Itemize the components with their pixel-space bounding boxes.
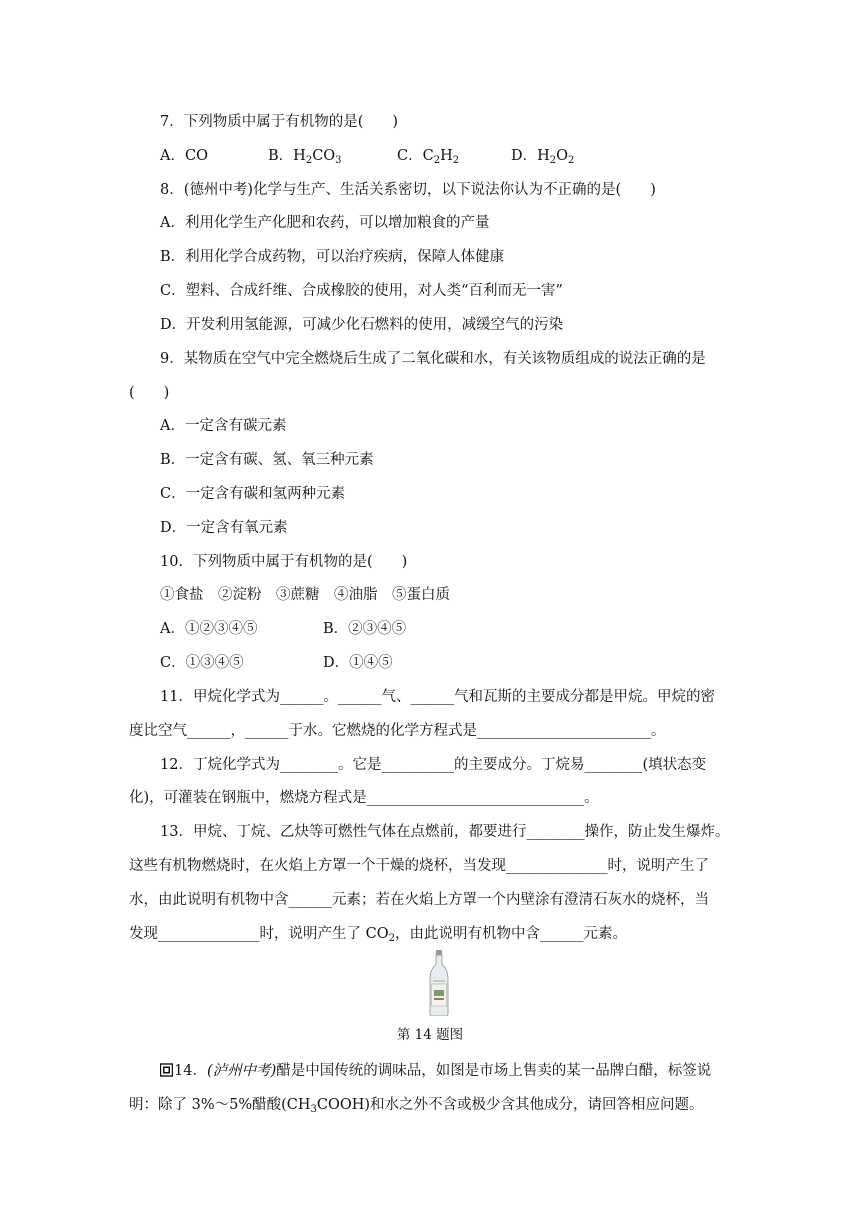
q8-option-c: C．塑料、合成纤维、合成橡胶的使用，对人类“百利而无一害” [160, 283, 563, 299]
q10-items: ①食盐 ②淀粉 ③蔗糖 ④油脂 ⑤蛋白质 [160, 587, 450, 603]
q13-line-3: 水，由此说明有机物中含______元素；若在火焰上方罩一个内壁涂有澄清石灰水的烧杯，当 [129, 892, 709, 908]
q10-option-d: D．①④⑤ [323, 655, 393, 671]
video-marker-icon [160, 1063, 173, 1077]
q7-option-b: B．$H_2CO_3$ [268, 148, 342, 166]
q10-option-b: B．②③④⑤ [323, 621, 407, 637]
q7-option-c: C．$C_2H_2$ [397, 148, 460, 166]
q8-stem: 8．(德州中考)化学与生产、生活关系密切，以下说法你认为不正确的是( ) [160, 182, 656, 198]
q9-option-c: C．一定含有碳和氢两种元素 [160, 486, 346, 502]
q9-stem: 9．某物质在空气中完全燃烧后生成了二氧化碳和水，有关该物质组成的说法正确的是 [160, 351, 706, 367]
q13-line-2: 这些有机物燃烧时，在火焰上方罩一个干燥的烧杯，当发现______________时，说明产生了 [129, 858, 709, 874]
q12-line-1: 12．丁烷化学式为________。它是__________的主要成分。丁烷易________(填状态变 [160, 757, 707, 773]
q7-option-d: D．$H_2O_2$ [511, 148, 575, 166]
q9-option-b: B．一定含有碳、氢、氧三种元素 [160, 452, 374, 468]
q14-line-1: 14．(泸州中考)醋是中国传统的调味品，如图是市场上售卖的某一品牌白醋，标签说 [160, 1061, 711, 1081]
q9-stem-bracket: ( ) [129, 385, 170, 401]
q12-line-2: 化)，可灌装在钢瓶中，燃烧方程式是______________________________。 [129, 790, 599, 806]
q14-line-2: 明：除了 3%～5%醋酸$(CH_3COOH)$和水之外不含或极少含其他成分，请回答相应问题。 [129, 1097, 704, 1115]
figure-caption: 第 14 题图 [396, 1027, 464, 1043]
q9-option-d: D．一定含有氧元素 [160, 520, 288, 536]
q10-option-c: C．①③④⑤ [160, 655, 244, 671]
q14-source: (泸州中考) [206, 1063, 277, 1079]
q9-option-a: A．一定含有碳元素 [160, 418, 287, 434]
q11-line-2: 度比空气______，______于水。它燃烧的化学方程式是________________________。 [129, 723, 666, 739]
q13-line-1: 13．甲烷、丁烷、乙炔等可燃性气体在点燃前，都要进行________操作，防止发生爆炸。 [160, 824, 730, 840]
q7-stem: 7．下列物质中属于有机物的是( ) [160, 114, 399, 130]
q10-stem: 10．下列物质中属于有机物的是( ) [160, 554, 408, 570]
q13-line-4: 发现______________时，说明产生了 $CO_2$，由此说明有机物中含______元素。 [129, 926, 627, 944]
q7-option-a: A．CO [160, 148, 208, 164]
vinegar-bottle-icon [428, 950, 450, 1020]
q8-option-b: B．利用化学合成药物，可以治疗疾病，保障人体健康 [160, 249, 505, 265]
q10-option-a: A．①②③④⑤ [160, 621, 258, 637]
q11-line-1: 11．甲烷化学式为______。______气、______气和瓦斯的主要成分都是甲烷。甲烷的密 [160, 689, 715, 705]
q8-option-a: A．利用化学生产化肥和农药，可以增加粮食的产量 [160, 215, 490, 231]
q8-option-d: D．开发利用氢能源，可减少化石燃料的使用，减缓空气的污染 [160, 317, 564, 333]
